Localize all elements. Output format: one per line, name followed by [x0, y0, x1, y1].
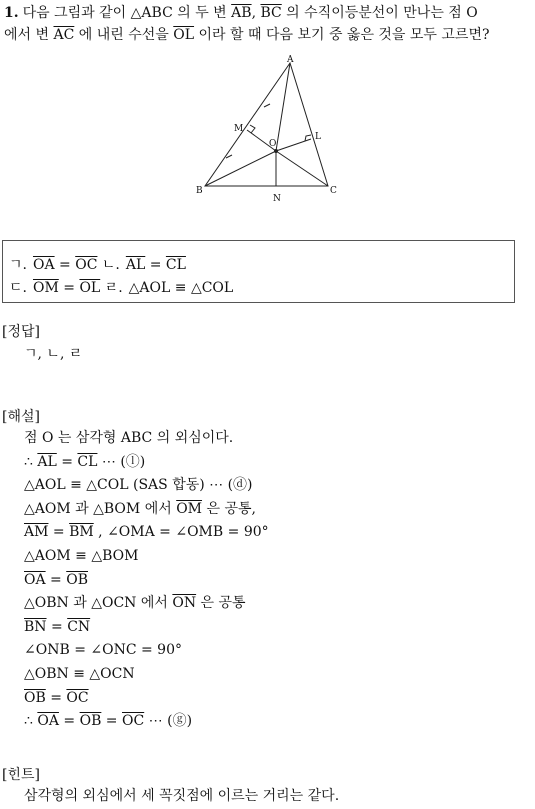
choice-r-mark: ㄹ.: [104, 280, 123, 296]
label-l: L: [315, 132, 321, 142]
hint-text: 삼각형의 외심에서 세 꼭짓점에 이르는 거리는 같다.: [24, 788, 340, 804]
label-o: O: [269, 139, 277, 149]
solution-line-4: △AOM 과 △BOM 에서 $\overline{OM}$ 은 공통,: [24, 500, 256, 517]
solution-line-6: △AOM ≡ △BOM: [24, 547, 139, 564]
segment-ol: $\overline{OL}$: [173, 27, 195, 43]
solution-line-9: $\overline{BN} = \overline{CN}$: [24, 618, 91, 635]
right-angle-m: [250, 125, 255, 133]
problem-statement: [4, 2, 534, 46]
solution-line-10: ∠ONB = ∠ONC = 90°: [24, 642, 182, 659]
line-o-b: [205, 151, 276, 186]
solution-line-7: $\overline{OA} = \overline{OB}$: [24, 571, 88, 588]
label-c: C: [330, 186, 337, 196]
solution-line-13: ∴ $\overline{OA} = \overline{OB} = \overline{OC}$ ⋯ (ⓖ): [24, 713, 193, 730]
tick-bm: [226, 155, 232, 158]
hint-heading: [힌트]: [2, 767, 40, 783]
label-n: N: [273, 194, 281, 204]
label-a: A: [287, 55, 294, 65]
choice-g-mark: ㄱ.: [9, 257, 27, 273]
segment-bc: $\overline{BC}$: [260, 5, 282, 21]
choices-box: [2, 240, 515, 303]
answer-section: [2, 322, 82, 366]
segment-ab: $\overline{AB}$: [231, 5, 252, 21]
solution-line-3: △AOL ≡ △COL (SAS 합동) ⋯ (ⓓ): [24, 477, 253, 494]
tick-am: [264, 104, 270, 107]
choices-row-1: ㄱ. $\overline{OA} = \overline{OC}$ ㄴ. $\overline{AL} = \overline{CL}$: [9, 257, 186, 273]
problem-number: 1.: [4, 5, 19, 21]
point-o: [274, 149, 278, 153]
solution-line-8: △OBN 과 △OCN 에서 $\overline{ON}$ 은 공통: [24, 595, 246, 612]
choice-n-mark: ㄴ.: [101, 257, 120, 273]
solution-line-5: $\overline{AM} = \overline{BM}$ , ∠OMA = ∠OMB = 90°: [24, 524, 269, 541]
hint-section: [2, 765, 339, 809]
solution-line-11: △OBN ≡ △OCN: [24, 665, 135, 682]
problem-line-2: 에서 변 $\overline{AC}$ 에 내린 수선을 $\overline{OL}$ 이라 할 때 다음 보기 중 옳은 것을 모두 고르면?: [4, 27, 490, 43]
segment-ac: $\overline{AC}$: [53, 27, 75, 43]
triangle-abc: [205, 63, 328, 186]
solution-line-1: 점 O 는 삼각형 ABC 의 외심이다.: [24, 430, 234, 446]
problem-line-1: 1. 다음 그림과 같이 △ABC 의 두 변 $\overline{AB}$, $\overline{BC}$ 의 수직이등분선이 만나는 점 O: [4, 5, 478, 21]
choice-d-mark: ㄷ.: [9, 280, 27, 296]
solution-section: [2, 407, 269, 734]
triangle-figure: [190, 55, 350, 205]
answer-heading: [정답]: [2, 324, 40, 340]
answer-value: ㄱ, ㄴ, ㄹ: [24, 346, 83, 362]
choices-row-2: ㄷ. $\overline{OM} = \overline{OL}$ ㄹ. △AOL ≡ △COL: [9, 280, 234, 296]
line-o-c: [276, 151, 328, 186]
solution-line-2: ∴ $\overline{AL} = \overline{CL}$ ⋯ (ⓛ): [24, 453, 146, 470]
line-o-l: [276, 139, 311, 151]
line-o-a: [276, 63, 290, 151]
label-b: B: [196, 186, 203, 196]
label-m: M: [234, 124, 244, 134]
solution-heading: [해설]: [2, 409, 40, 425]
solution-line-12: $\overline{OB} = \overline{OC}$: [24, 689, 89, 706]
